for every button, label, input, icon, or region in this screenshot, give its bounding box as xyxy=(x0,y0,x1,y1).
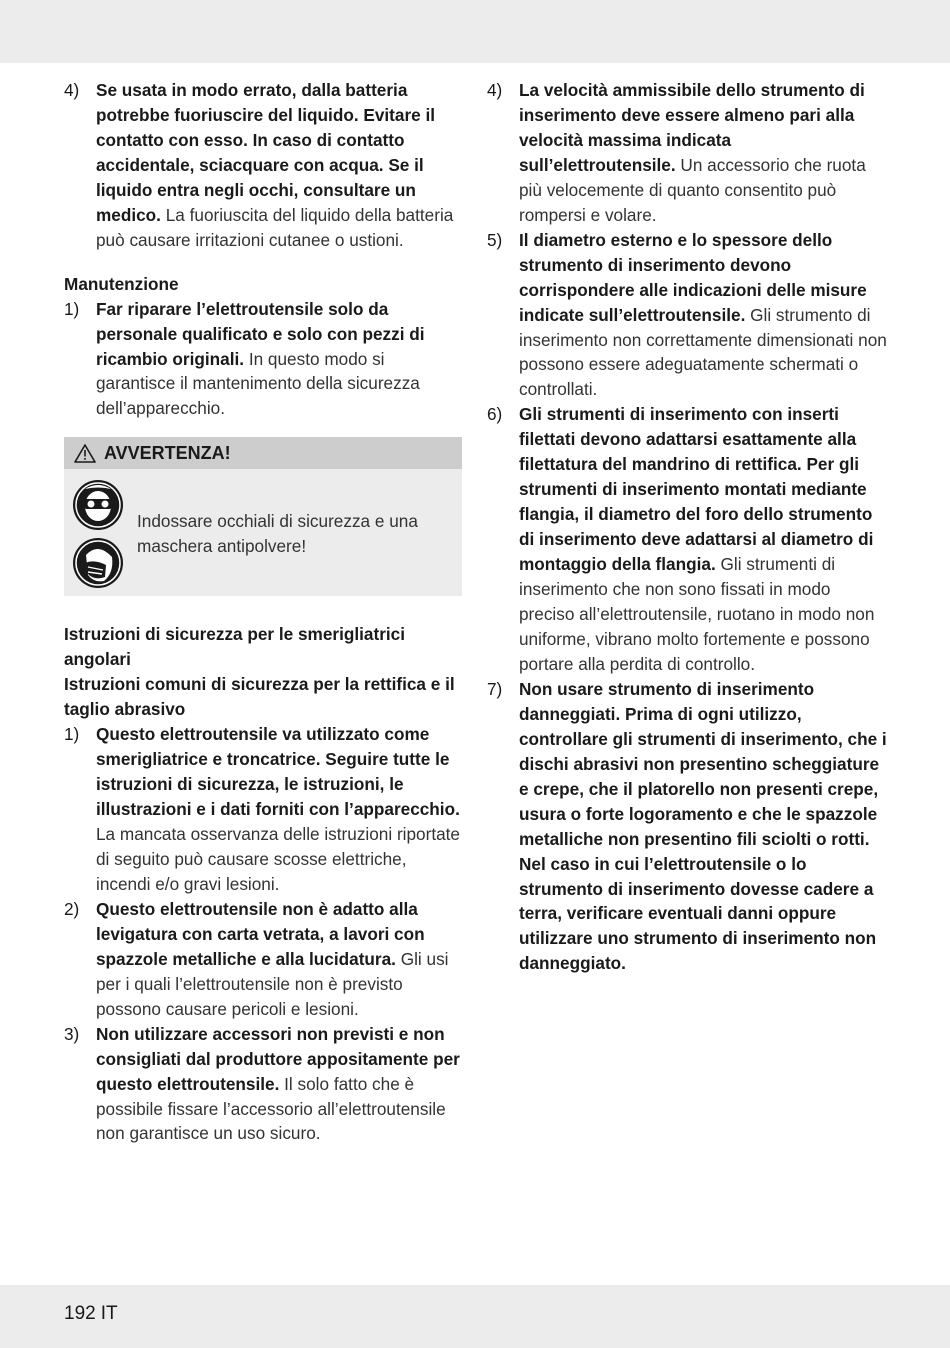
safety-item-4 xyxy=(487,78,887,228)
maintenance-item-1 xyxy=(64,297,464,422)
safety-item-2 xyxy=(64,897,464,1022)
warning-triangle-icon xyxy=(74,444,96,463)
item-bold-text: Non utilizzare accessori non previsti e non consigliati dal produttore appositamente per questo elettroutensile. xyxy=(96,1023,460,1094)
item-normal-text: Un accessorio che ruota più velocemente di quanto consentito può rompersi e volare. xyxy=(519,154,866,225)
safety-item-1 xyxy=(64,722,464,897)
item-number: 2) xyxy=(64,898,80,919)
warning-title: AVVERTENZA! xyxy=(104,442,231,463)
item-normal-text: La fuoriuscita del liquido della batteria può causare irritazioni cutanee o ustioni. xyxy=(96,204,454,250)
dust-mask-icon xyxy=(72,537,124,589)
language-code: IT xyxy=(100,1303,118,1324)
safety-item-3 xyxy=(64,1022,464,1147)
item-number: 5) xyxy=(487,229,503,250)
right-column xyxy=(487,78,887,976)
item-bold-text: Questo elettroutensile va utilizzato come smerigliatrice e troncatrice. Seguire tutte le istruzioni di sicurezza, le istruzioni, le illustrazioni e i dati forniti con l’apparecchio. xyxy=(96,724,460,820)
section-heading-angle-grinders: Istruzioni di sicurezza per le smerigliatrici angolari xyxy=(64,624,405,670)
item-bold-text: Gli strumenti di inserimento con inserti filettati devono adattarsi esattamente alla filettatura del mandrino di rettifica. Per gli strumenti di inserimento montati mediante flangia, il diametro del foro dello strumento di inserimento deve adattarsi al diametro di montaggio della flangia. xyxy=(519,404,874,575)
page-number xyxy=(64,1303,123,1325)
section-heading-common-instructions: Istruzioni comuni di sicurezza per la rettifica e il taglio abrasivo xyxy=(64,674,455,720)
left-column xyxy=(64,78,464,1146)
item-normal-text: Gli strumenti di inserimento che non sono fissati in modo preciso all’elettroutensile, ruotano in modo non uniforme, vibrano molto fortemente e possono portare alla perdita di controllo. xyxy=(519,554,875,674)
item-bold-text: Far riparare l’elettroutensile solo da personale qualificato e solo con pezzi di ricambio originali. xyxy=(96,298,425,369)
item-normal-text: Il solo fatto che è possibile fissare l’accessorio all’elettroutensile non garantisce un uso sicuro. xyxy=(96,1073,446,1144)
item-bold-text: Questo elettroutensile non è adatto alla levigatura con carta vetrata, a lavori con spazzole metalliche e alla lucidatura. xyxy=(96,898,425,969)
item-number: 7) xyxy=(487,678,503,699)
item-bold-text: Se usata in modo errato, dalla batteria potrebbe fuoriuscire del liquido. Evitare il contatto con esso. In caso di contatto accidentale, sciacquare con acqua. Se il liquido entra negli occhi, consultare un medico. xyxy=(96,80,436,225)
item-bold-text: Il diametro esterno e lo spessore dello strumento di inserimento devono corrispondere alle indicazioni delle misure indicate sull’elettroutensile. xyxy=(519,229,867,325)
item-normal-text: Gli usi per i quali l’elettroutensile non è previsto possono causare pericoli e lesioni. xyxy=(96,948,449,1019)
warning-body xyxy=(64,469,462,596)
item-number: 3) xyxy=(64,1023,80,1044)
safety-item-6 xyxy=(487,402,887,676)
item-number: 1) xyxy=(64,724,80,745)
battery-item-4 xyxy=(64,78,464,253)
warning-header xyxy=(64,437,462,469)
page-number-value: 192 xyxy=(64,1303,96,1324)
item-normal-text: La mancata osservanza delle istruzioni riportate di seguito può causare scosse elettriche, incendi e/o gravi lesioni. xyxy=(96,824,460,894)
warning-text: Indossare occhiali di sicurezza e una maschera antipolvere! xyxy=(137,511,418,557)
safety-item-5 xyxy=(487,228,887,403)
warning-box xyxy=(64,437,462,596)
item-normal-text: Gli strumento di inserimento non correttamente dimensionati non possono essere adeguatamente schermati o controllati. xyxy=(519,304,887,400)
header-band xyxy=(0,0,950,63)
item-number: 1) xyxy=(64,298,80,319)
item-number: 6) xyxy=(487,404,503,425)
footer-band xyxy=(0,1285,950,1348)
item-bold-text: La velocità ammissibile dello strumento di inserimento deve essere almeno pari alla velocità massima indicata sull’elettroutensile. xyxy=(519,80,865,175)
safety-item-7 xyxy=(487,677,887,976)
item-number: 4) xyxy=(487,80,503,100)
maintenance-heading: Manutenzione xyxy=(64,273,179,294)
item-number: 4) xyxy=(64,80,80,100)
safety-goggles-icon xyxy=(72,479,124,531)
item-normal-text: In questo modo si garantisce il mantenimento della sicurezza dell’apparecchio. xyxy=(96,348,420,419)
item-bold-text: Non usare strumento di inserimento danneggiati. Prima di ogni utilizzo, controllare gli strumenti di inserimento, che i dischi abrasivi non presentino scheggiature e crepe, che il platorello non presenti crepe, usura o forte logoramento e che le spazzole metalliche non presentino fili sciolti o rotti. Nel caso in cui l’elettroutensile o lo strumento di inserimento dovesse cadere a terra, verificare eventuali danni oppure utilizzare uno strumento di inserimento non danneggiato. xyxy=(519,678,887,974)
